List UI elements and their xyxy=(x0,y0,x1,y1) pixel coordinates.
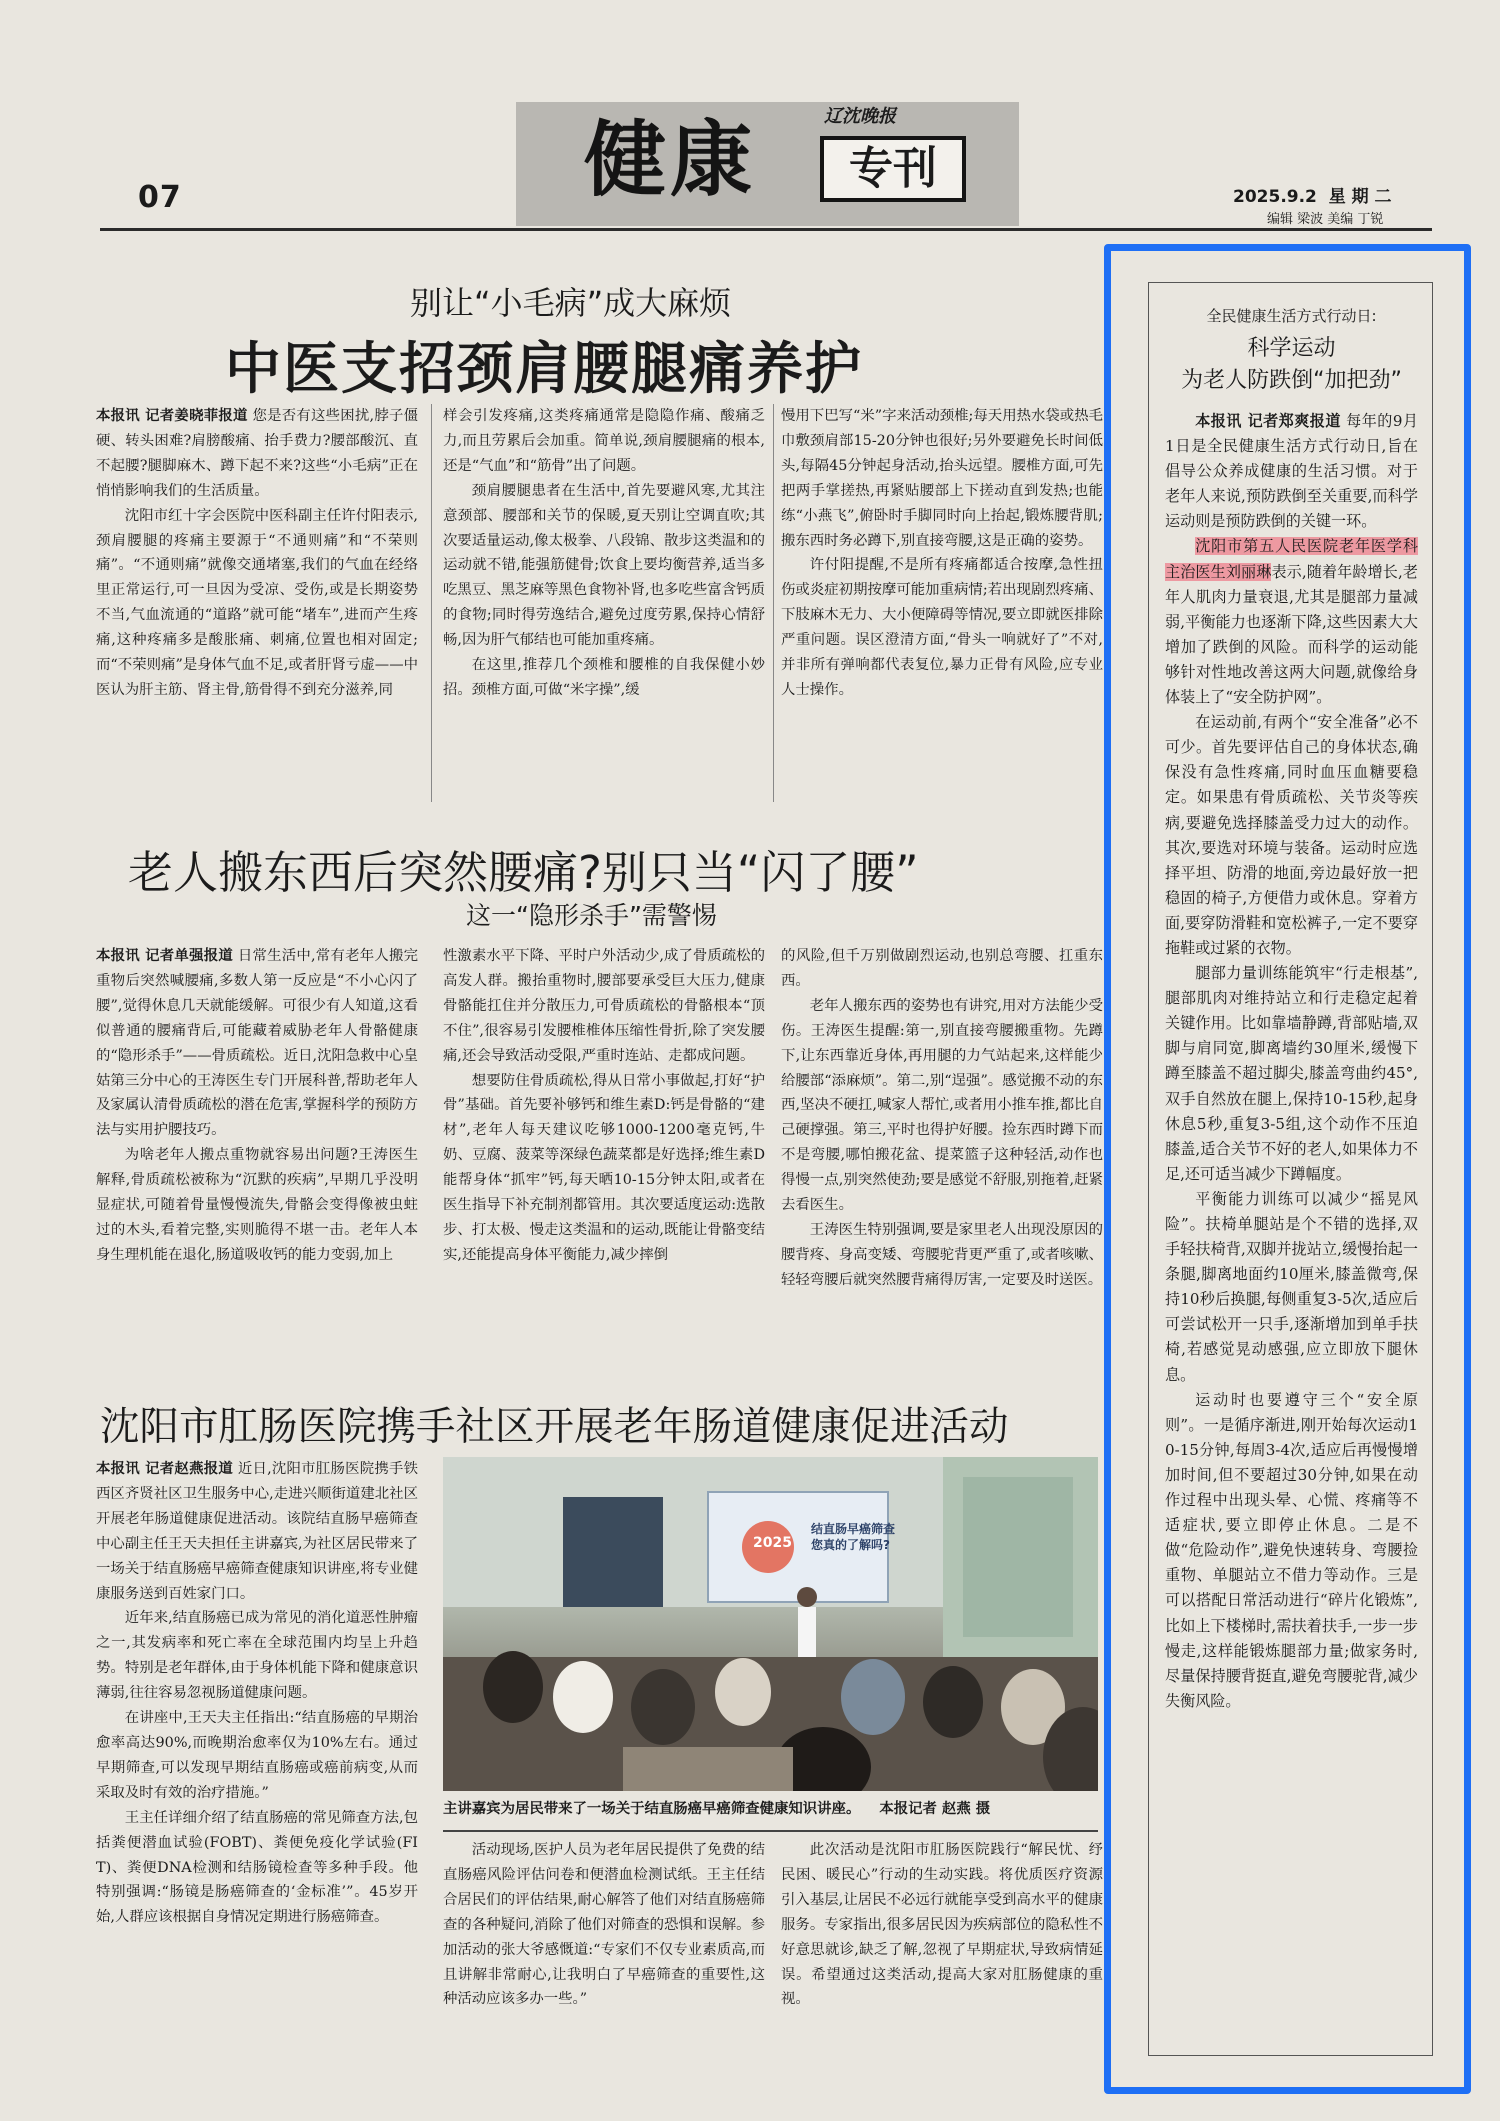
page-number: 07 xyxy=(138,180,182,215)
article-1-column-1: 本报讯 记者姜晓菲报道 您是否有这些困扰,脖子僵硬、转头困难?肩膀酸痛、抬手费力?腰部酸沉、直不起腰?腿脚麻木、蹲下起不来?这些“小毛病”正在悄悄影响我们的生活质量。 沈阳市红十字会医院中医科副主任许付阳表示,颈肩腰腿的疼痛主要源于“不通则痛”和“不荣则痛”。“不通则痛”就像交通堵塞,我们的气血在经络里正常运行,可一旦因为受凉、受伤,或是长期姿势不当,气血流通的“道路”就可能“堵车”,进而产生疼痛,这种疼痛多是酸胀痛、刺痛,位置也相对固定;而“不荣则痛”是身体气血不足,或者肝肾亏虚——中医认为肝主筋、肾主骨,筋骨得不到充分滋养,同 xyxy=(96,408,418,698)
event-photo xyxy=(443,1457,1098,1791)
article-1-subtitle: 别让“小毛病”成大麻烦 xyxy=(410,284,732,322)
article-1-column-3: 慢用下巴写“米”字来活动颈椎;每天用热水袋或热毛巾敷颈肩部15-20分钟也很好;另外要避免长时间低头,每隔45分钟起身活动,抬头远望。腰椎方面,可先把两手掌搓热,再紧贴腰部上下搓动直到发热;也能练“小燕飞”,俯卧时手脚同时向上抬起,锻炼腰背肌;搬东西时务必蹲下,别直接弯腰,这是正确的姿势。 许付阳提醒,不是所有疼痛都适合按摩,急性扭伤或炎症初期按摩可能加重病情;若出现剧烈疼痛、下肢麻木无力、大小便障碍等情况,要立即就医排除严重问题。误区澄清方面,“骨头一响就好了”不对,并非所有弹响都代表复位,暴力正骨有风险,应专业人士操作。 xyxy=(781,408,1103,698)
photo-banner-sign: 结直肠早癌筛查 您真的了解吗? xyxy=(811,1522,896,1552)
article-3-byline: 本报讯 记者赵燕报道 xyxy=(96,1461,233,1477)
article-2-column-3: 的风险,但千万别做剧烈运动,也别总弯腰、扛重东西。 老年人搬东西的姿势也有讲究,用对方法能少受伤。王涛医生提醒:第一,别直接弯腰搬重物。先蹲下,让东西靠近身体,再用腿的力气站起来,这样能少给腰部“添麻烦”。第二,别“逞强”。感觉搬不动的东西,坚决不硬扛,喊家人帮忙,或者用小推车推,都比自己硬撑强。第三,平时也得护好腰。捡东西时蹲下而不是弯腰,哪怕搬花盆、提菜篮子这种轻活,动作也得慢一点,别突然使劲;要是感觉不舒服,别拖着,赶紧去看医生。 王涛医生特别强调,要是家里老人出现没原因的腰背疼、身高变矮、弯腰驼背更严重了,或者咳嗽、轻轻弯腰后就突然腰背痛得厉害,一定要及时送医。 xyxy=(781,948,1103,1288)
article-2-column-1: 本报讯 记者单强报道 日常生活中,常有老年人搬完重物后突然喊腰痛,多数人第一反应是“不小心闪了腰”,觉得休息几天就能缓解。可很少有人知道,这看似普通的腰痛背后,可能藏着威胁老年人骨骼健康的“隐形杀手”——骨质疏松。近日,沈阳急救中心皇姑第三分中心的王涛医生专门开展科普,帮助老年人及家属认清骨质疏松的潜在危害,掌握科学的预防方法与实用护腰技巧。 为啥老年人搬点重物就容易出问题?王涛医生解释,骨质疏松被称为“沉默的疾病”,早期几乎没明显症状,可随着骨量慢慢流失,骨骼会变得像被虫蛀过的木头,看着完整,实则脆得不堪一击。老年人本身生理机能在退化,肠道吸收钙的能力变弱,加上 xyxy=(96,948,418,1263)
issue-date: 2025.9.2 星 期 二 xyxy=(1233,187,1392,207)
event-photo-scene xyxy=(443,1457,1098,1791)
sidebar-title-2: 为老人防跌倒“加把劲” xyxy=(1181,368,1402,393)
column-rule xyxy=(773,404,774,802)
article-1-title: 中医支招颈肩腰腿痛养护 xyxy=(225,337,863,402)
article-2-subtitle: 这一“隐形杀手”需警惕 xyxy=(466,901,717,930)
header-rule xyxy=(100,228,1432,231)
article-2-title: 老人搬东西后突然腰痛?别只当“闪了腰” xyxy=(128,846,919,899)
article-1-byline: 本报讯 记者姜晓菲报道 xyxy=(96,408,248,424)
masthead-name: 辽沈晚报 xyxy=(824,106,896,127)
photo-caption-rule xyxy=(443,1830,1098,1832)
column-rule xyxy=(431,404,432,802)
sidebar-kicker: 全民健康生活方式行动日: xyxy=(1206,307,1377,325)
article-2-byline: 本报讯 记者单强报道 xyxy=(96,948,233,964)
page-editors: 编辑 梁波 美编 丁锐 xyxy=(1267,212,1384,227)
photo-year-sign: 2025 xyxy=(753,1535,792,1551)
highlighted-text: 沈阳市第五人民医院老年医学科主治医生刘丽琳 xyxy=(1165,537,1418,581)
photo-caption: 主讲嘉宾为居民带来了一场关于结直肠癌早癌筛查健康知识讲座。 xyxy=(443,1801,861,1817)
article-1-column-2: 样会引发疼痛,这类疼痛通常是隐隐作痛、酸痛乏力,而且劳累后会加重。简单说,颈肩腰腿痛的根本,还是“气血”和“筋骨”出了问题。 颈肩腰腿患者在生活中,首先要避风寒,尤其注意颈部、腰部和关节的保暖,夏天别让空调直吹;其次要适量运动,像太极拳、八段锦、散步这类温和的运动就不错,能强筋健骨;饮食上要均衡营养,适当多吃黑豆、黑芝麻等黑色食物补肾,也多吃些富含钙质的食物;同时得劳逸结合,避免过度劳累,保持心情舒畅,因为肝气郁结也可能加重疼痛。 在这里,推荐几个颈椎和腰椎的自我保健小妙招。颈椎方面,可做“米字操”,缓 xyxy=(443,408,765,698)
article-3-title: 沈阳市肛肠医院携手社区开展老年肠道健康促进活动 xyxy=(100,1404,1009,1450)
photo-credit: 本报记者 赵燕 摄 xyxy=(879,1801,991,1817)
section-subtitle: 专刊 xyxy=(820,136,966,202)
sidebar-article xyxy=(1148,282,1433,2056)
photo-caption-line xyxy=(443,1797,1098,1818)
article-3-column-1: 本报讯 记者赵燕报道 近日,沈阳市肛肠医院携手铁西区齐贤社区卫生服务中心,走进兴顺街道建北社区开展老年肠道健康促进活动。该院结直肠早癌筛查中心副主任王天夫担任主讲嘉宾,为社区居民带来了一场关于结直肠癌早癌筛查健康知识讲座,将专业健康服务送到百姓家门口。 近年来,结直肠癌已成为常见的消化道恶性肿瘤之一,其发病率和死亡率在全球范围内均呈上升趋势。特别是老年群体,由于身体机能下降和健康意识薄弱,往往容易忽视肠道健康问题。 在讲座中,王天夫主任指出:“结直肠癌的早期治愈率高达90%,而晚期治愈率仅为10%左右。通过早期筛查,可以发现早期结直肠癌或癌前病变,从而采取及时有效的治疗措施。” 王主任详细介绍了结直肠癌的常见筛查方法,包括粪便潜血试验(FOBT)、粪便免疫化学试验(FIT)、粪便DNA检测和结肠镜检查等多种手段。他特别强调:“肠镜是肠癌筛查的‘金标准’”。45岁开始,人群应该根据自身情况定期进行肠癌筛查。 xyxy=(96,1461,418,1926)
article-3-column-3: 此次活动是沈阳市肛肠医院践行“解民忧、纾民困、暖民心”行动的生动实践。将优质医疗资源引入基层,让居民不必远行就能享受到高水平的健康服务。专家指出,很多居民因为疾病部位的隐私性不好意思就诊,缺乏了解,忽视了早期症状,导致病情延误。希望通过这类活动,提高大家对肛肠健康的重视。 xyxy=(781,1842,1103,2008)
sidebar-title-1: 科学运动 xyxy=(1247,336,1336,361)
article-2-column-2: 性激素水平下降、平时户外活动少,成了骨质疏松的高发人群。搬抬重物时,腰部要承受巨大压力,健康骨骼能扛住并分散压力,可骨质疏松的骨骼根本“顶不住”,很容易引发腰椎椎体压缩性骨折,除了突发腰痛,还会导致活动受限,严重时连站、走都成问题。 想要防住骨质疏松,得从日常小事做起,打好“护骨”基础。首先要补够钙和维生素D:钙是骨骼的“建材”,老年人每天建议吃够1000-1200毫克钙,牛奶、豆腐、菠菜等深绿色蔬菜都是好选择;维生素D能帮身体“抓牢”钙,每天晒10-15分钟太阳,或者在医生指导下补充制剂都管用。其次要适度运动:选散步、打太极、慢走这类温和的运动,既能让骨骼变结实,还能提高身体平衡能力,减少摔倒 xyxy=(443,948,765,1263)
sidebar-body: 本报讯 记者郑爽报道 每年的9月1日是全民健康生活方式行动日,旨在倡导公众养成健康的生活习惯。对于老年人来说,预防跌倒至关重要,而科学运动则是预防跌倒的关键一环。 沈阳市第五人民医院老年医学科主治医生刘丽琳表示,随着年龄增长,老年人肌肉力量衰退,尤其是腿部力量减弱,平衡能力也逐渐下降,这些因素大大增加了跌倒的风险。而科学的运动能够针对性地改善这两大问题,就像给身体装上了“安全防护网”。 在运动前,有两个“安全准备”必不可少。首先要评估自己的身体状态,确保没有急性疼痛,同时血压血糖要稳定。如果患有骨质疏松、关节炎等疾病,要避免选择膝盖受力过大的动作。其次,要选对环境与装备。运动时应选择平坦、防滑的地面,旁边最好放一把稳固的椅子,方便借力或休息。穿着方面,要穿防滑鞋和宽松裤子,一定不要穿拖鞋或过紧的衣物。 腿部力量训练能筑牢“行走根基”,腿部肌肉对维持站立和行走稳定起着关键作用。比如靠墙静蹲,背部贴墙,双脚与肩同宽,脚离墙约30厘米,缓慢下蹲至膝盖不超过脚尖,膝盖弯曲约45°,双手自然放在腿上,保持10-15秒,起身休息5秒,重复3-5组,这个动作不压迫膝盖,适合关节不好的老人,如果体力不足,还可适当减少下蹲幅度。 平衡能力训练可以减少“摇晃风险”。扶椅单腿站是个不错的选择,双手轻扶椅背,双脚并拢站立,缓慢抬起一条腿,脚离地面约10厘米,膝盖微弯,保持10秒后换腿,每侧重复3-5次,适应后可尝试松开一只手,逐渐增加到单手扶椅,若感觉晃动感强,应立即放下腿休息。 运动时也要遵守三个“安全原则”。一是循序渐进,刚开始每次运动10-15分钟,每周3-4次,适应后再慢慢增加时间,但不要超过30分钟,如果在动作过程中出现头晕、心慌、疼痛等不适症状,要立即停止休息。二是不做“危险动作”,避免快速转身、弯腰捡重物、单腿站立不借力等动作。三是可以搭配日常活动进行“碎片化锻炼”,比如上下楼梯时,需扶着扶手,一步一步慢走,这样能锻炼腿部力量;做家务时,尽量保持腰背挺直,避免弯腰驼背,减少失衡风险。 xyxy=(1165,412,1418,1710)
section-title: 健康 xyxy=(584,112,757,208)
sidebar-byline: 本报讯 记者郑爽报道 xyxy=(1195,412,1341,430)
article-3-column-2: 活动现场,医护人员为老年居民提供了免费的结直肠癌风险评估问卷和便潜血检测试纸。王主任结合居民们的评估结果,耐心解答了他们对结直肠癌筛查的各种疑问,消除了他们对筛查的恐惧和误解。参加活动的张大爷感慨道:“专家们不仅专业素质高,而且讲解非常耐心,让我明白了早癌筛查的重要性,这种活动应该多办一些。” xyxy=(443,1842,765,2008)
masthead-banner xyxy=(516,102,1019,226)
